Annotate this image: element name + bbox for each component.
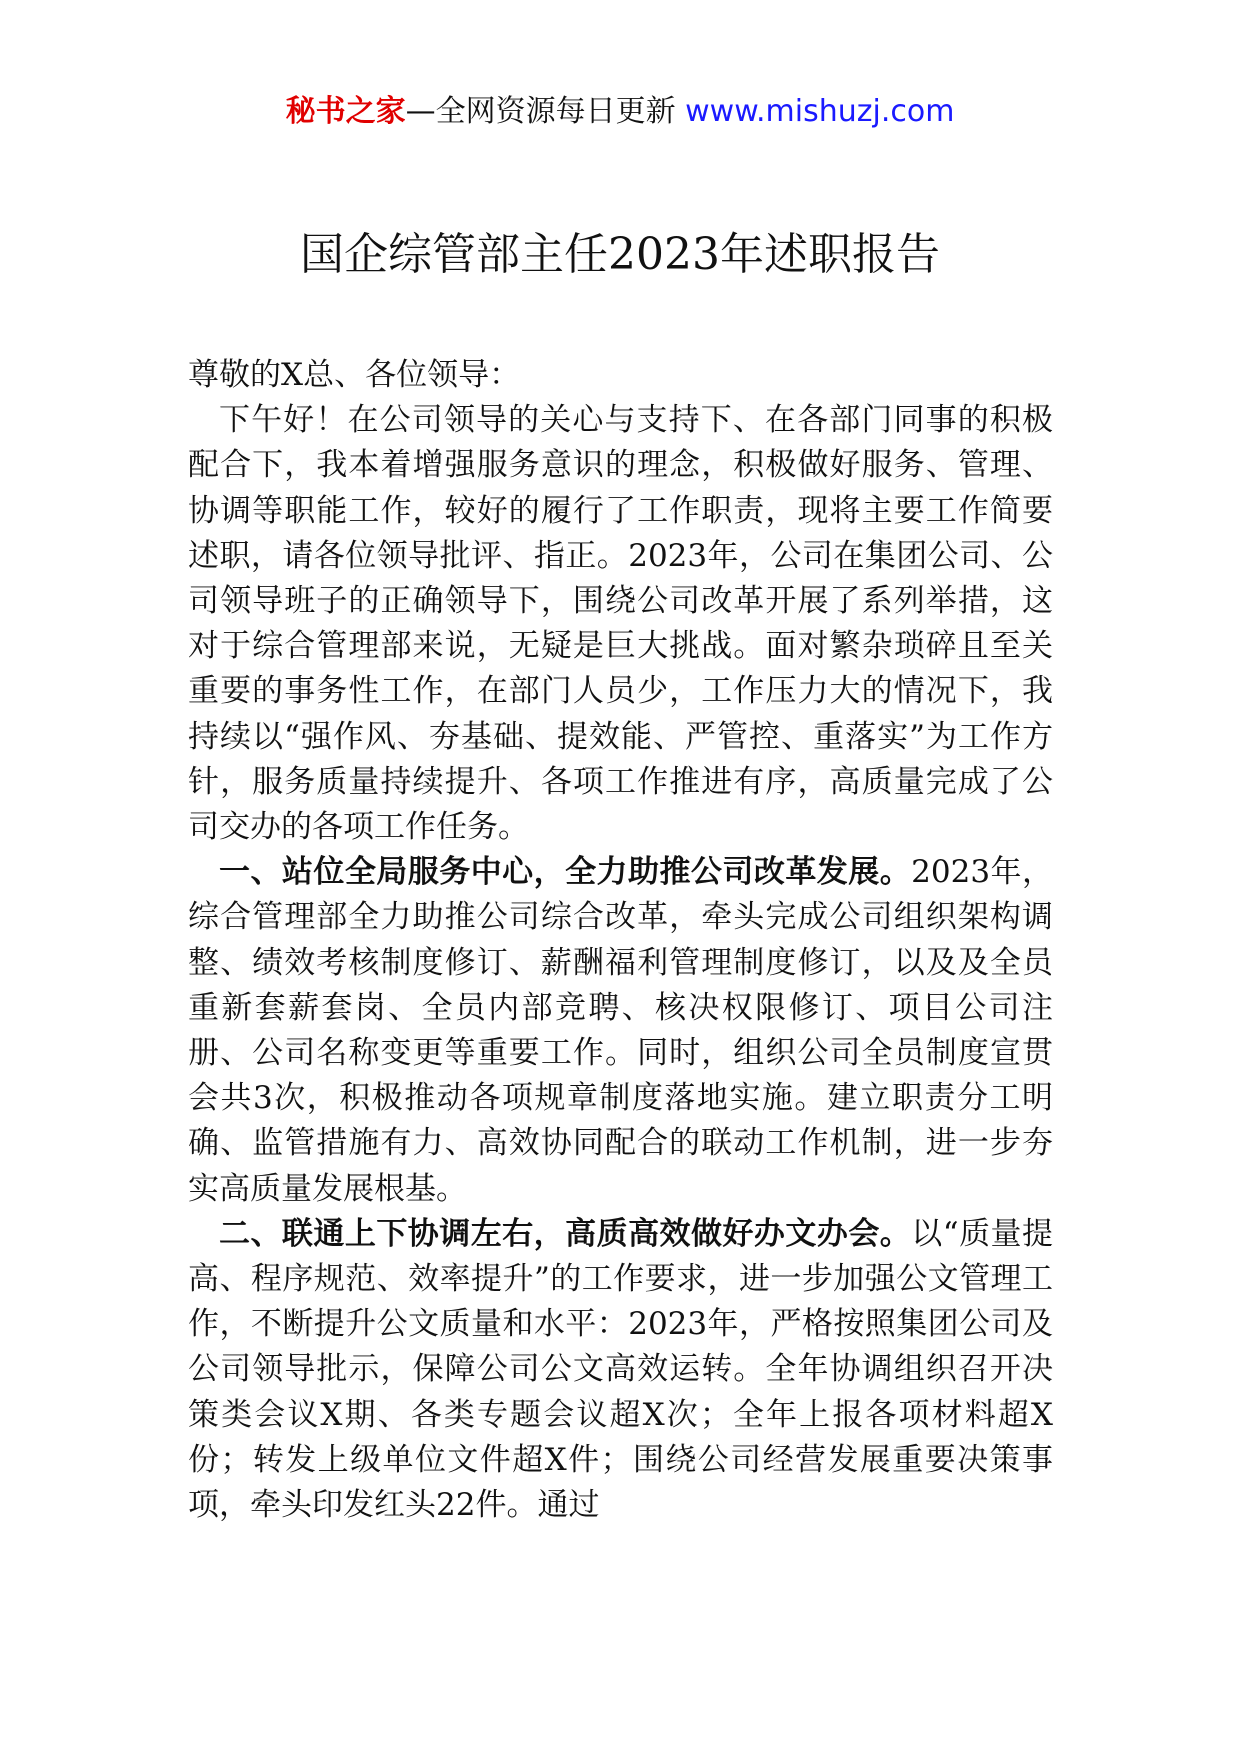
section-heading: 一、站位全局服务中心，全力助推公司改革发展。 <box>219 854 912 891</box>
site-url-link[interactable]: www.mishuzj.com <box>685 94 955 129</box>
site-header <box>0 92 1240 132</box>
document-title: 国企综管部主任2023年述职报告 <box>300 229 940 280</box>
paragraph-intro <box>188 398 1053 850</box>
section-heading: 二、联通上下协调左右，高质高效做好办文办会。 <box>219 1215 912 1252</box>
salutation: 尊敬的X总、各位领导： <box>188 357 521 393</box>
paragraph-text: 下午好！在公司领导的关心与支持下、在各部门同事的积极配合下，我本着增强服务意识的理念，积极做好服务、管理、协调等职能工作，较好的履行了工作职责，现将主要工作简要述职，请各位领导批评、指正。2023年，公司在集团公司、公司领导班子的正确领导下，围绕公司改革开展了系列举措，这对于综合管理部来说，无疑是巨大挑战。面对繁杂琐碎且至关重要的事务性工作，在部门人员少，工作压力大的情况下，我持续以“强作风、夯基础、提效能、严管控、重落实”为工作方针，服务质量持续提升、各项工作推进有序，高质量完成了公司交办的各项工作任务。 <box>188 402 1053 846</box>
paragraph-text: 2023年，综合管理部全力助推公司综合改革，牵头完成公司组织架构调整、绩效考核制度修订、薪酬福利管理制度修订，以及及全员重新套薪套岗、全员内部竞聘、核决权限修订、项目公司注册、公司名称变更等重要工作。同时，组织公司全员制度宣贯会共3次，积极推动各项规章制度落地实施。建立职责分工明确、监管措施有力、高效协同配合的联动工作机制，进一步夯实高质量发展根基。 <box>188 854 1053 1207</box>
paragraph-text: 以“质量提高、程序规范、效率提升”的工作要求，进一步加强公文管理工作，不断提升公文质量和水平：2023年，严格按照集团公司及公司领导批示，保障公司公文高效运转。全年协调组织召开决策类会议X期、各类专题会议超X次；全年上报各项材料超X份；转发上级单位文件超X件；围绕公司经营发展重要决策事项，牵头印发红头22件。通过 <box>188 1215 1053 1524</box>
site-slogan: —全网资源每日更新 <box>405 94 676 129</box>
paragraph-section-2 <box>188 1212 1053 1528</box>
site-brand: 秘书之家 <box>285 94 406 129</box>
document-body <box>188 353 1053 1528</box>
paragraph-section-1 <box>188 850 1053 1212</box>
